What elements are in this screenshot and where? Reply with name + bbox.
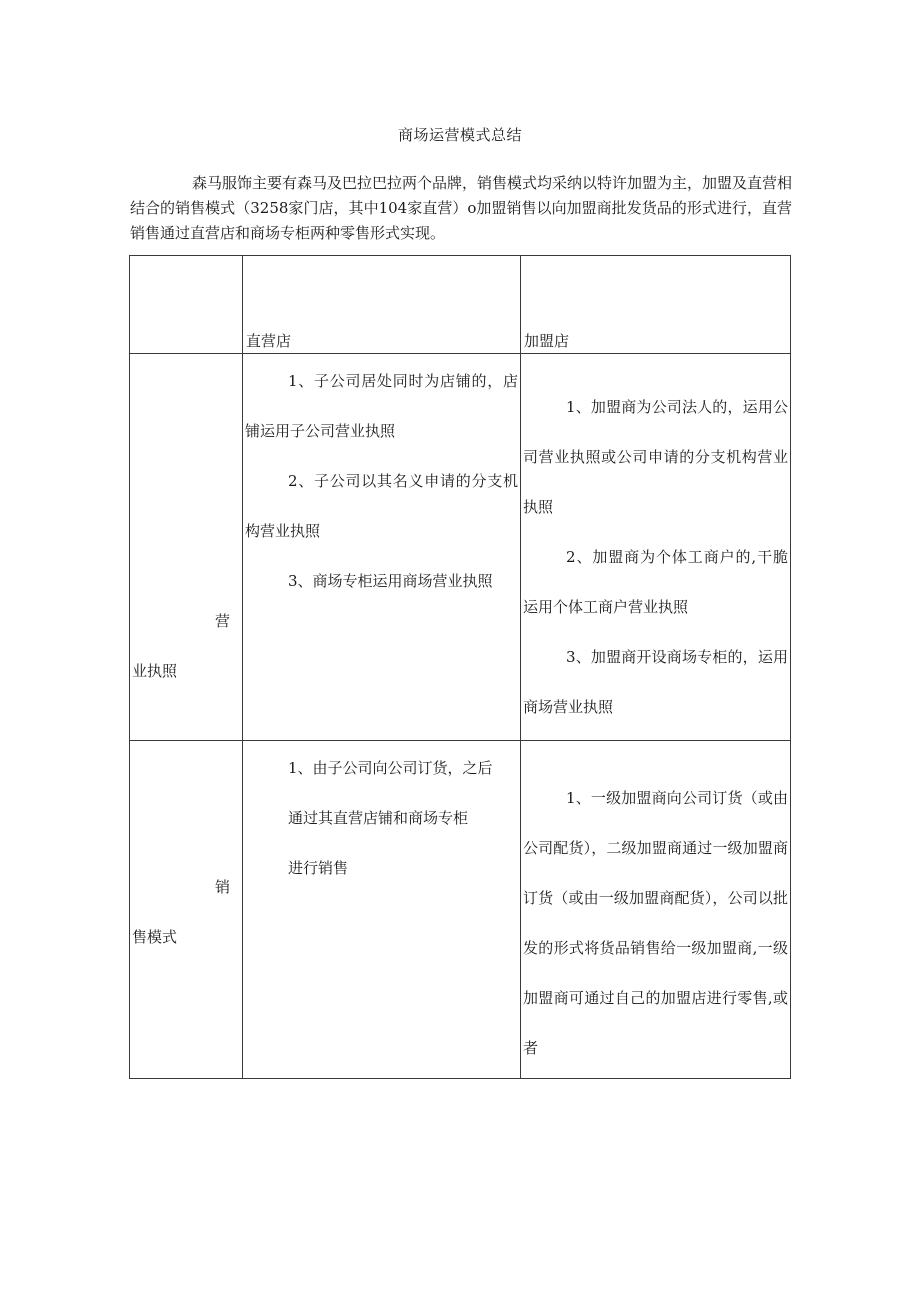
header-direct-label: 直营店 [246,332,292,350]
row-label-part-b: 售模式 [132,928,178,946]
direct-store-cell [243,741,521,1079]
franchise-store-cell [521,354,791,741]
table-header-row [130,256,791,354]
header-cell-direct-store [243,256,521,354]
franchise-item: 3、加盟商开设商场专柜的，运用商场营业执照 [523,648,788,716]
franchise-item: 1、一级加盟商向公司订货（或由公司配货），二级加盟商通过一级加盟商订货（或由一级加盟商配货），公司以批发的形式将货品销售给一级加盟商,一级加盟商可通过自己的加盟店进行零售,或者 [523,789,788,1057]
intro-paragraph: 森马服饰主要有森马及巴拉巴拉两个品牌，销售模式均采纳以特许加盟为主，加盟及直营相结合的销售模式（3258家门店，其中104家直营）o加盟销售以向加盟商批发货品的形式进行，直营销售通过直营店和商场专柜两种零售形式实现。 [130,174,793,242]
row-label-part-a: 营 [214,612,230,630]
page-title: 商场运营模式总结 [397,126,522,144]
direct-item: 进行销售 [288,859,349,877]
summary-table [129,255,791,1079]
franchise-item: 1、加盟商为公司法人的，运用公司营业执照或公司申请的分支机构营业执照 [523,398,788,516]
row-label-cell [130,354,243,741]
direct-item: 通过其直营店铺和商场专柜 [288,809,469,827]
row-label-part-b: 业执照 [132,662,178,680]
direct-item: 3、商场专柜运用商场营业执照 [288,572,493,590]
direct-store-cell [243,354,521,741]
row-label-cell [130,741,243,1079]
franchise-store-cell [521,741,791,1079]
table-row [130,741,791,1079]
header-franchise-label: 加盟店 [524,332,570,350]
direct-item: 2、子公司以其名义申请的分支机构营业执照 [245,472,518,540]
franchise-item: 2、加盟商为个体工商户的,干脆运用个体工商户营业执照 [523,548,788,616]
row-label-part-a: 销 [214,878,230,896]
direct-item: 1、由子公司向公司订货，之后 [288,759,493,777]
table-row [130,354,791,741]
header-cell-franchise-store [521,256,791,354]
direct-item: 1、子公司居处同时为店铺的，店铺运用子公司营业执照 [245,372,518,440]
header-cell-empty [130,256,243,354]
